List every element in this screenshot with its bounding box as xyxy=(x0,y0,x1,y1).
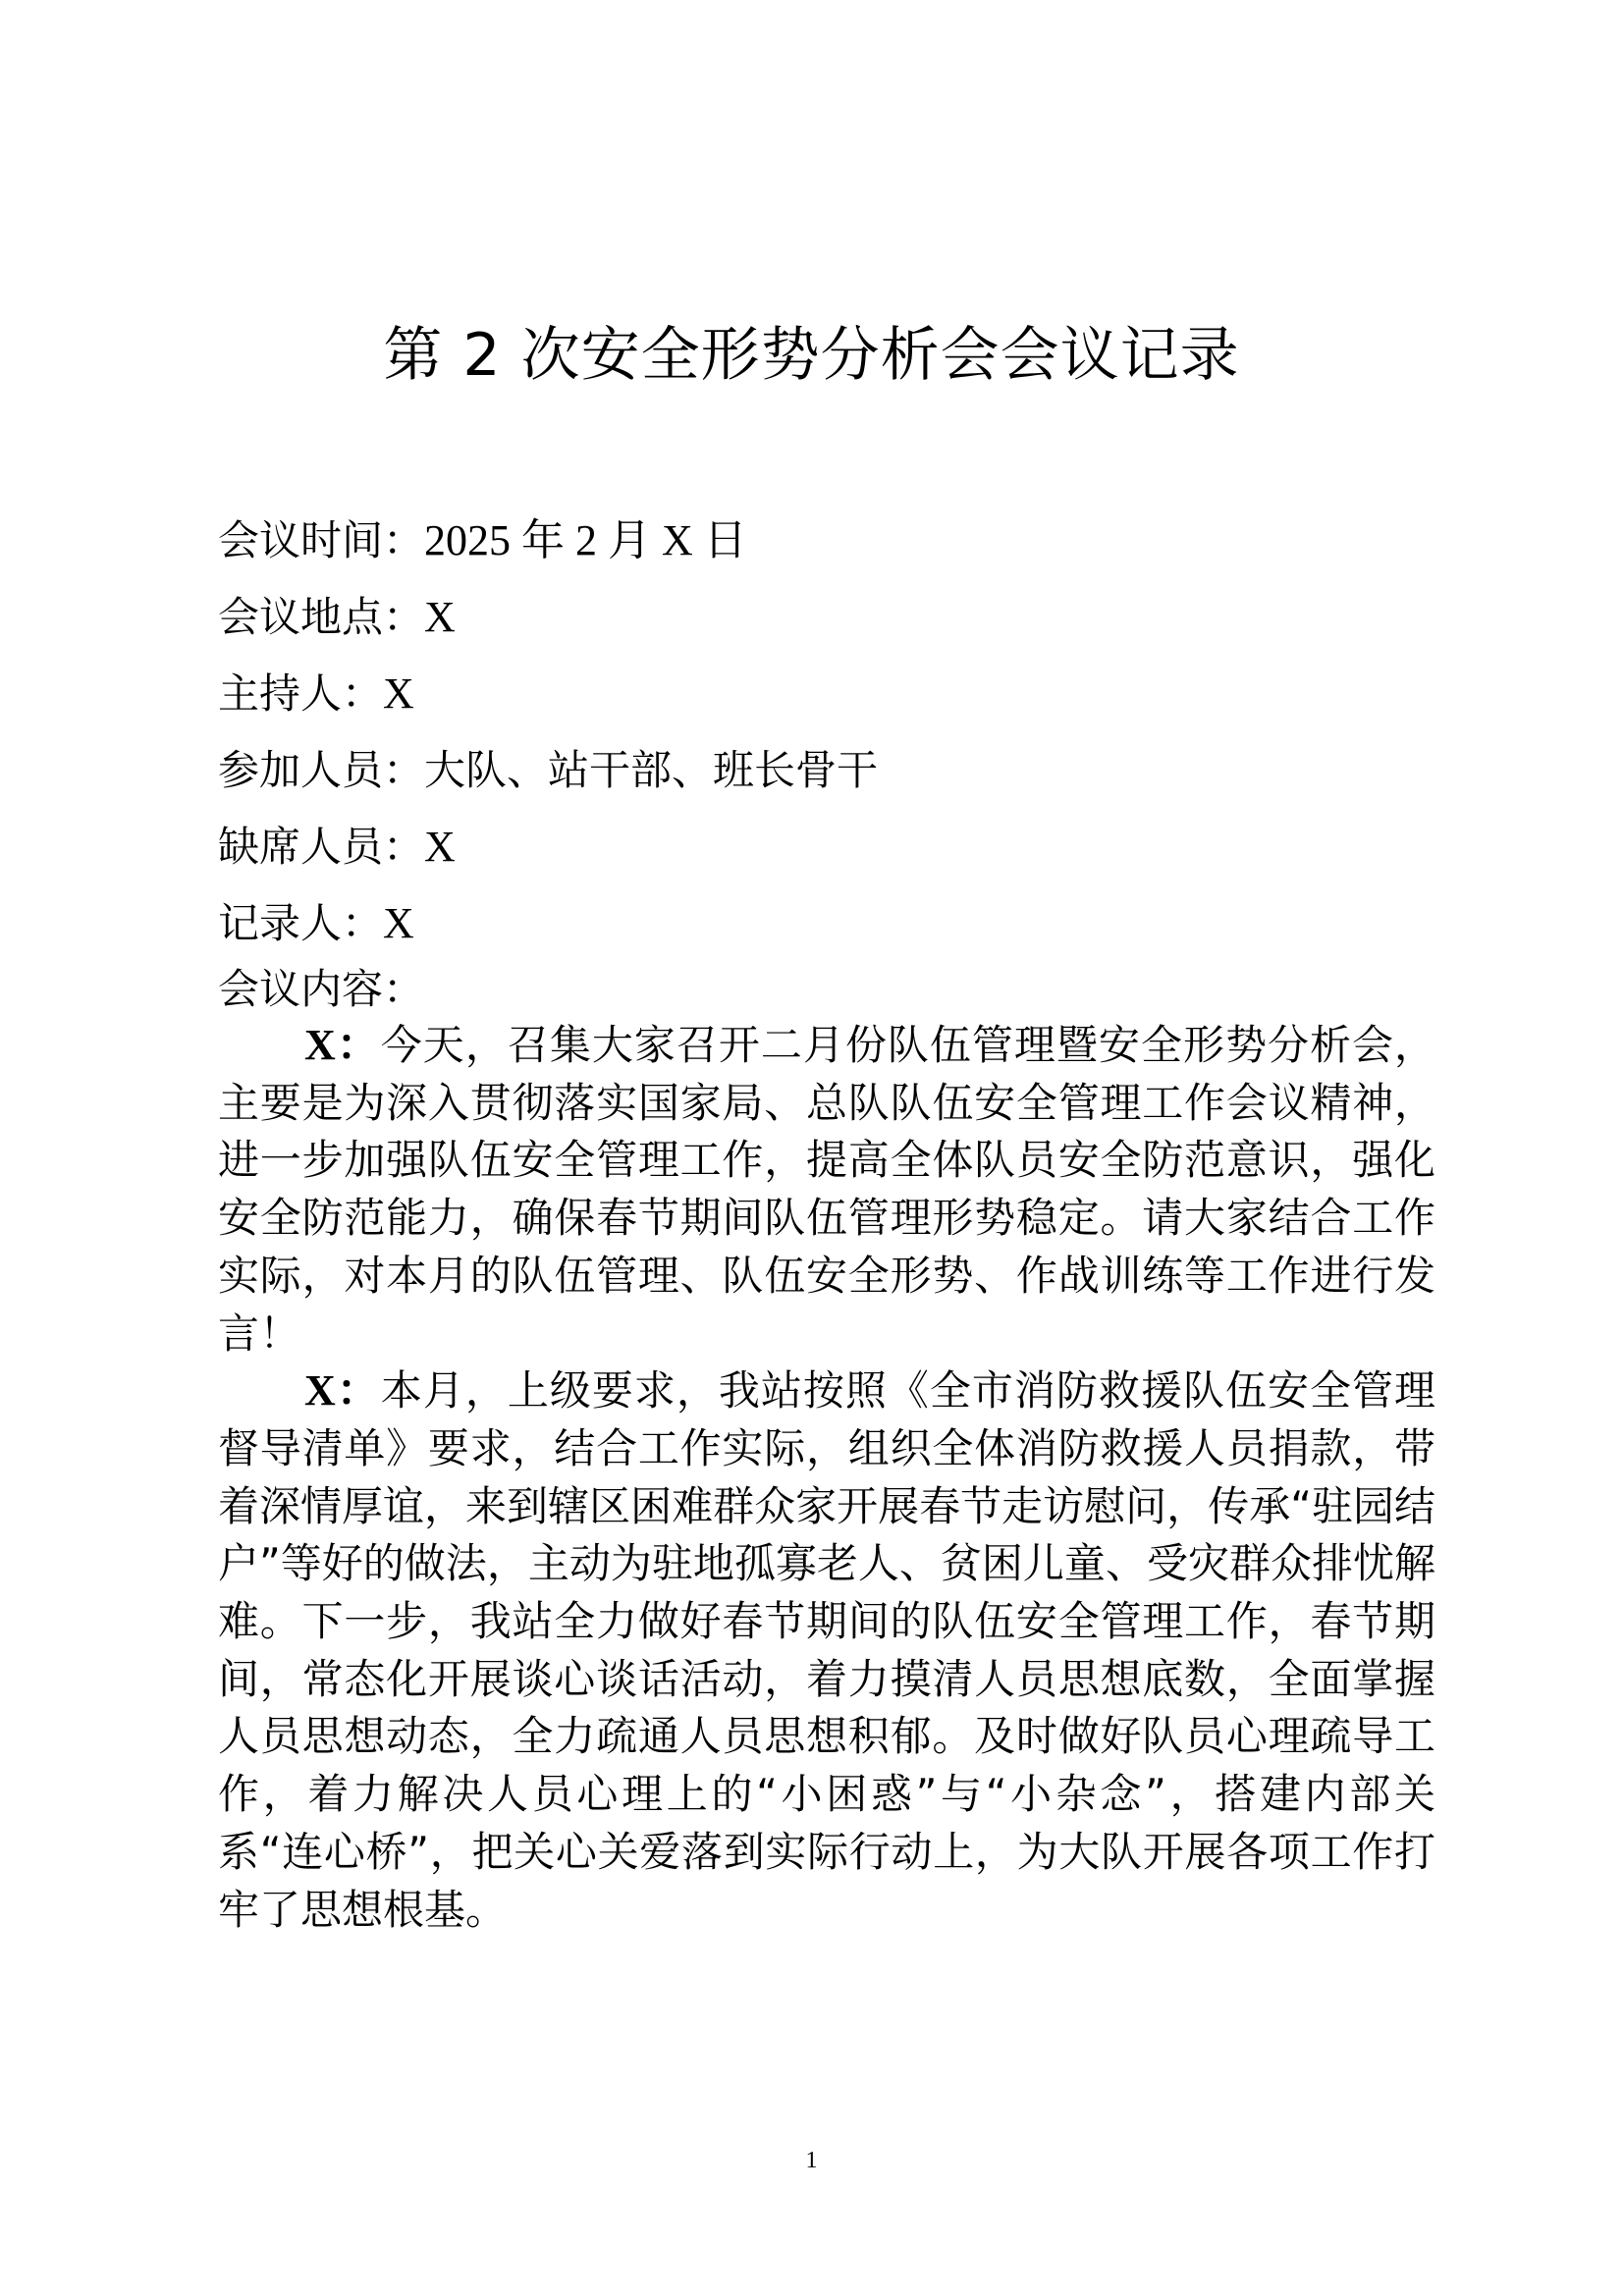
speaker-label: X： xyxy=(304,1366,381,1415)
host-value: X xyxy=(383,669,414,718)
meeting-location-value: X xyxy=(424,593,456,641)
meeting-time-label: 会议时间： xyxy=(218,516,425,564)
minutes-paragraph xyxy=(218,1362,1435,1939)
recorder-value: X xyxy=(383,899,414,947)
absentees-value: X xyxy=(424,823,456,871)
minutes-paragraph xyxy=(218,1017,1435,1362)
host-label: 主持人： xyxy=(218,669,384,718)
meeting-info xyxy=(218,503,1426,1017)
meeting-minutes-body xyxy=(218,1017,1435,1939)
page-number: 1 xyxy=(805,2148,818,2173)
paragraph-text: 本月，上级要求，我站按照《全市消防救援队伍安全管理督导清单》要求，结合工作实际，组织全体消防救援人员捐款，带着深情厚谊，来到辖区困难群众家开展春节走访慰问，传承“驻园结户”等好的做法，主动为驻地孤寡老人、贫困儿童、受灾群众排忧解难。下一步，我站全力做好春节期间的队伍安全管理工作，春节期间，常态化开展谈心谈话活动，着力摸清人员思想底数，全面掌握人员思想动态，全力疏通人员思想积郁。及时做好队员心理疏导工作，着力解决人员心理上的“小困惑”与“小杂念”，搭建内部关系“连心桥”，把关心关爱落到实际行动上，为大队开展各项工作打牢了思想根基。 xyxy=(218,1366,1435,1934)
paragraph-text: 今天，召集大家召开二月份队伍管理暨安全形势分析会，主要是为深入贯彻落实国家局、总队队伍安全管理工作会议精神，进一步加强队伍安全管理工作，提高全体队员安全防范意识，强化安全防范能力，确保春节期间队伍管理形势稳定。请大家结合工作实际，对本月的队伍管理、队伍安全形势、作战训练等工作进行发言！ xyxy=(218,1021,1435,1358)
meeting-location-line xyxy=(218,579,1426,656)
attendees-label: 参加人员： xyxy=(218,746,425,794)
absentees-line xyxy=(218,809,1426,885)
meeting-content-label: 会议内容： xyxy=(218,965,425,1013)
meeting-time-line xyxy=(218,503,1426,579)
meeting-time-value: 2025 年 2 月 X 日 xyxy=(424,516,747,564)
attendees-line xyxy=(218,732,1426,809)
absentees-label: 缺席人员： xyxy=(218,823,425,871)
host-line xyxy=(218,656,1426,732)
meeting-content-line xyxy=(218,962,1426,1017)
recorder-label: 记录人： xyxy=(218,899,384,947)
meeting-location-label: 会议地点： xyxy=(218,593,425,641)
speaker-label: X： xyxy=(304,1021,381,1069)
attendees-value: 大队、站干部、班长骨干 xyxy=(424,746,879,794)
recorder-line xyxy=(218,885,1426,962)
document-title: 第 2 次安全形势分析会会议记录 xyxy=(383,321,1240,390)
